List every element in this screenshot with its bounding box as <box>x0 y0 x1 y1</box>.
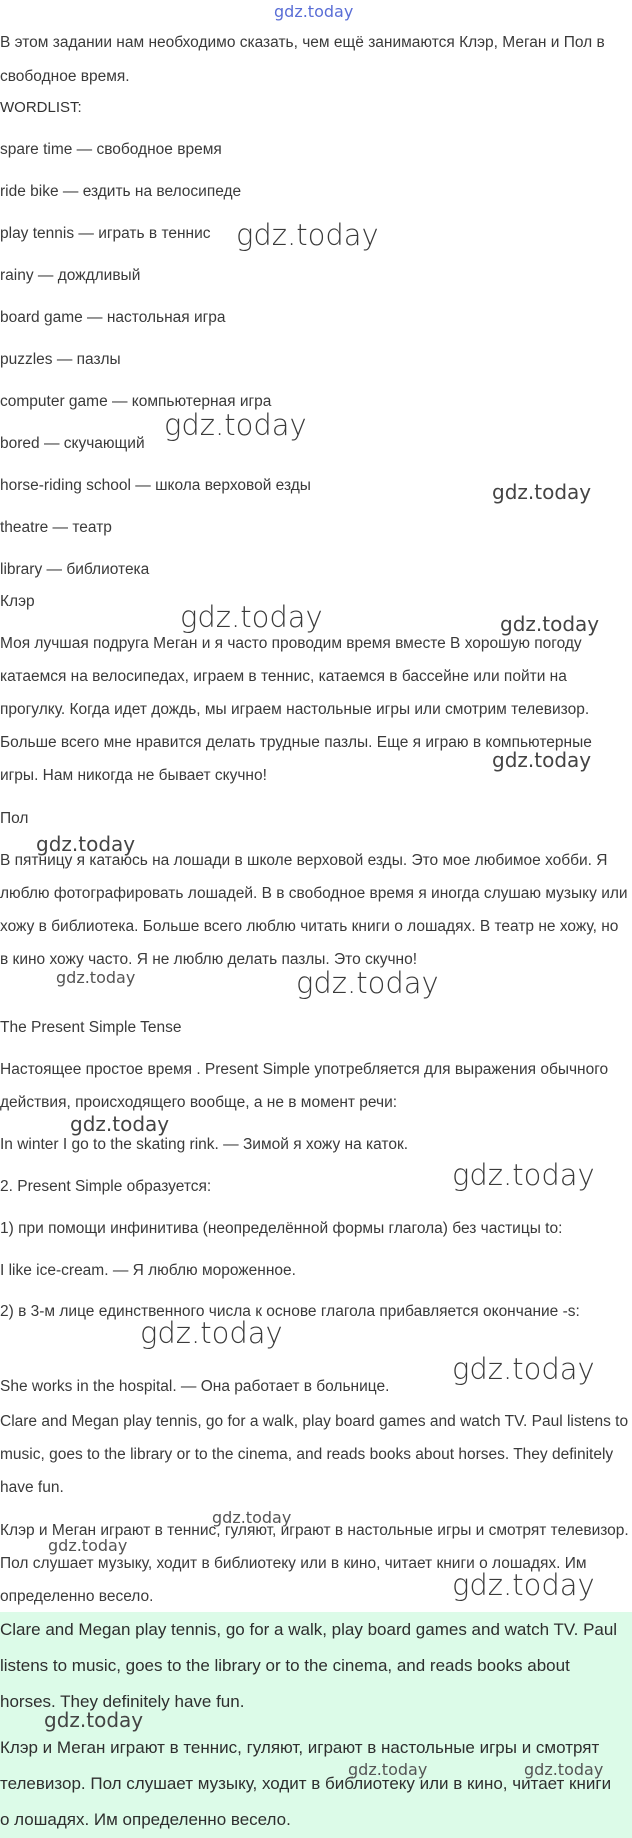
wordlist-title: WORDLIST: <box>0 99 82 116</box>
grammar-example: In winter I go to the skating rink. — Зимой я хожу на каток. <box>0 1136 409 1153</box>
watermark: gdz.today <box>48 1536 128 1555</box>
watermark: gdz.today <box>212 1508 292 1527</box>
watermark: gdz.today <box>236 218 379 252</box>
watermark: gdz.today <box>452 1568 595 1602</box>
watermark-top: gdz.today <box>274 2 354 21</box>
watermark: gdz.today <box>348 1760 428 1779</box>
watermark: gdz.today <box>524 1760 604 1779</box>
grammar-title: The Present Simple Tense <box>0 1019 182 1036</box>
wordlist-item: theatre — театр <box>0 519 112 536</box>
watermark: gdz.today <box>492 748 592 772</box>
answer-english: Clare and Megan play tennis, go for a walk, play board games and watch TV. Paul listens to music, goes to the library or to the cinema, and reads books about horses. They definitely have fun. <box>0 1413 629 1496</box>
grammar-paragraph: Настоящее простое время . Present Simple употребляется для выражения обычного действия, происходящего вообще, а не в момент речи: <box>0 1061 609 1111</box>
answer-russian: Клэр и Меган играют в теннис, гуляют, играют в настольные игры и смотрят телевизор. Пол слушает музыку, ходит в библиотеку или в кино, читает книги о лошадях. Им определенно весело. <box>0 1522 629 1605</box>
clare-title: Клэр <box>0 593 35 610</box>
wordlist-item: rainy — дождливый <box>0 267 141 284</box>
wordlist-item: puzzles — пазлы <box>0 351 121 368</box>
watermark: gdz.today <box>492 480 592 504</box>
grammar-example: She works in the hospital. — Она работает в больнице. <box>0 1378 390 1395</box>
wordlist-item: ride bike — ездить на велосипеде <box>0 183 242 200</box>
wordlist-item: bored — скучающий <box>0 435 145 452</box>
grammar-paragraph: 1) при помощи инфинитива (неопределённой формы глагола) без частицы to: <box>0 1220 563 1237</box>
grammar-paragraph: 2. Present Simple образуется: <box>0 1178 212 1195</box>
clare-text: Моя лучшая подруга Меган и я часто проводим время вместе В хорошую погоду катаемся на велосипедах, играем в теннис, катаемся в бассейне или пойти на прогулку. Когда идет дождь, мы играем настольные игры или смотрим телевизор. Больше всего мне нравится делать трудные пазлы. Еще я играю в компьютерные игры. Нам никогда не бывает скучно! <box>0 635 592 784</box>
wordlist-item: spare time — свободное время <box>0 141 222 158</box>
watermark: gdz.today <box>180 600 323 634</box>
box-answer-english: Clare and Megan play tennis, go for a walk, play board games and watch TV. Paul listens to music, goes to the library or to the cinema, and reads books about horses. They definitely have fun. <box>0 1620 618 1711</box>
wordlist-item: horse-riding school — школа верховой езды <box>0 477 311 494</box>
grammar-paragraph: 2) в 3-м лице единственного числа к основе глагола прибавляется окончание -s: <box>0 1303 580 1320</box>
watermark: gdz.today <box>140 1316 283 1350</box>
watermark: gdz.today <box>164 408 307 442</box>
paul-text: В пятницу я катаюсь на лошади в школе верховой езды. Это мое любимое хобби. Я люблю фотографировать лошадей. В в свободное время я иногда слушаю музыку или хожу в библиотека. Больше всего люблю читать книги о лошадях. В театр не хожу, но в кино хожу часто. Я не люблю делать пазлы. Это скучно! <box>0 852 628 968</box>
wordlist-item: board game — настольная игра <box>0 309 226 326</box>
grammar-example: I like ice-cream. — Я люблю мороженное. <box>0 1262 296 1279</box>
watermark: gdz.today <box>296 966 439 1000</box>
watermark: gdz.today <box>500 612 600 636</box>
watermark: gdz.today <box>44 1708 144 1732</box>
wordlist-item: library — библиотека <box>0 561 150 578</box>
intro-text: В этом задании нам необходимо сказать, чем ещё занимаются Клэр, Меган и Пол в свободное время. <box>0 34 605 85</box>
wordlist-item: computer game — компьютерная игра <box>0 393 272 410</box>
paul-title: Пол <box>0 810 29 827</box>
watermark: gdz.today <box>452 1158 595 1192</box>
watermark: gdz.today <box>56 968 136 987</box>
box-answer-russian: Клэр и Меган играют в теннис, гуляют, играют в настольные игры и смотрят телевизор. Пол слушает музыку, ходит в библиотеку или в кино, читает книги о лошадях. Им определенно весело. <box>0 1738 612 1829</box>
watermark: gdz.today <box>36 832 136 856</box>
wordlist-item: play tennis — играть в теннис <box>0 225 211 242</box>
watermark: gdz.today <box>70 1112 170 1136</box>
watermark: gdz.today <box>452 1352 595 1386</box>
